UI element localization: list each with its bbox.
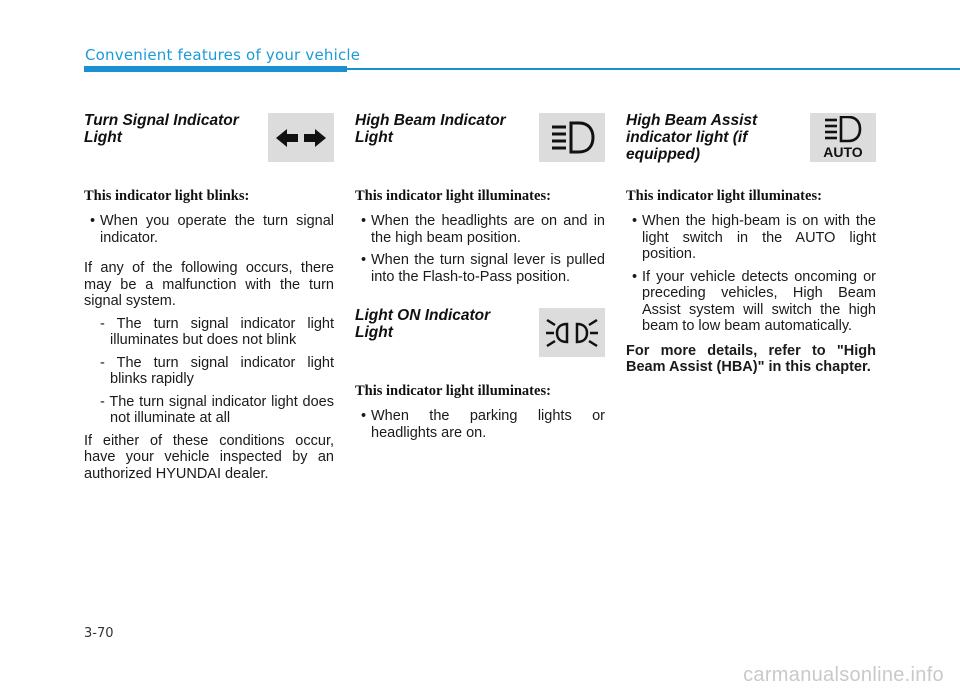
- page-number: 3-70: [84, 626, 114, 641]
- high-beam-assist-bullet: • When the high-beam is on with the light switch in the AUTO light position.: [626, 213, 876, 263]
- malfunction-item: - The turn signal indicator light blinks rapidly: [84, 355, 334, 388]
- dealer-paragraph: If either of these conditions occur, have your vehicle inspected by an authorized HYUNDAI dealer.: [84, 432, 334, 482]
- column-high-beam: [355, 112, 605, 447]
- high-beam-bullet: • When the turn signal lever is pulled into the Flash-to-Pass position.: [355, 252, 605, 285]
- malfunction-item: - The turn signal indicator light does not illuminate at all: [84, 394, 334, 427]
- light-on-icon-box: [539, 308, 605, 357]
- light-on-title: Light ON Indicator Light: [355, 307, 491, 341]
- turn-signal-bullet: • When you operate the turn signal indicator.: [84, 213, 334, 246]
- high-beam-lead: This indicator light illuminates:: [355, 188, 551, 204]
- section-header-title: Convenient features of your vehicle: [85, 46, 361, 64]
- turn-signal-arrows-icon: [274, 127, 328, 149]
- column-turn-signal: [84, 112, 334, 482]
- watermark: carmanualsonline.info: [743, 664, 944, 686]
- more-details-note: For more details, refer to "High Beam Assist (HBA)" in this chapter.: [626, 342, 876, 375]
- high-beam-icon: [548, 119, 596, 157]
- light-on-lead: This indicator light illuminates:: [355, 383, 551, 399]
- svg-text:AUTO: AUTO: [823, 143, 863, 160]
- light-on-bullet: • When the parking lights or headlights are on.: [355, 408, 605, 441]
- turn-signal-title: Turn Signal Indicator Light: [84, 112, 239, 146]
- light-on-icon: [544, 314, 600, 352]
- high-beam-assist-lead: This indicator light illuminates:: [626, 188, 822, 204]
- turn-signal-icon-box: [268, 113, 334, 162]
- header-accent-bar: [84, 66, 347, 72]
- turn-signal-lead: This indicator light blinks:: [84, 188, 250, 204]
- high-beam-title: High Beam Indicator Light: [355, 112, 506, 146]
- high-beam-assist-icon-box: [810, 113, 876, 162]
- column-high-beam-assist: [626, 112, 876, 376]
- malfunction-item: - The turn signal indicator light illuminates but does not blink: [84, 316, 334, 349]
- high-beam-assist-auto-icon: [819, 116, 867, 160]
- header-rule: [347, 68, 960, 70]
- high-beam-icon-box: [539, 113, 605, 162]
- high-beam-assist-bullet: • If your vehicle detects oncoming or preceding vehicles, High Beam Assist system will switch the high beam to low beam automatically.: [626, 269, 876, 335]
- high-beam-assist-title: High Beam Assist indicator light (if equipped): [626, 112, 758, 163]
- turn-signal-paragraph: If any of the following occurs, there may be a malfunction with the turn signal system.: [84, 260, 334, 309]
- high-beam-bullet: • When the headlights are on and in the high beam position.: [355, 213, 605, 246]
